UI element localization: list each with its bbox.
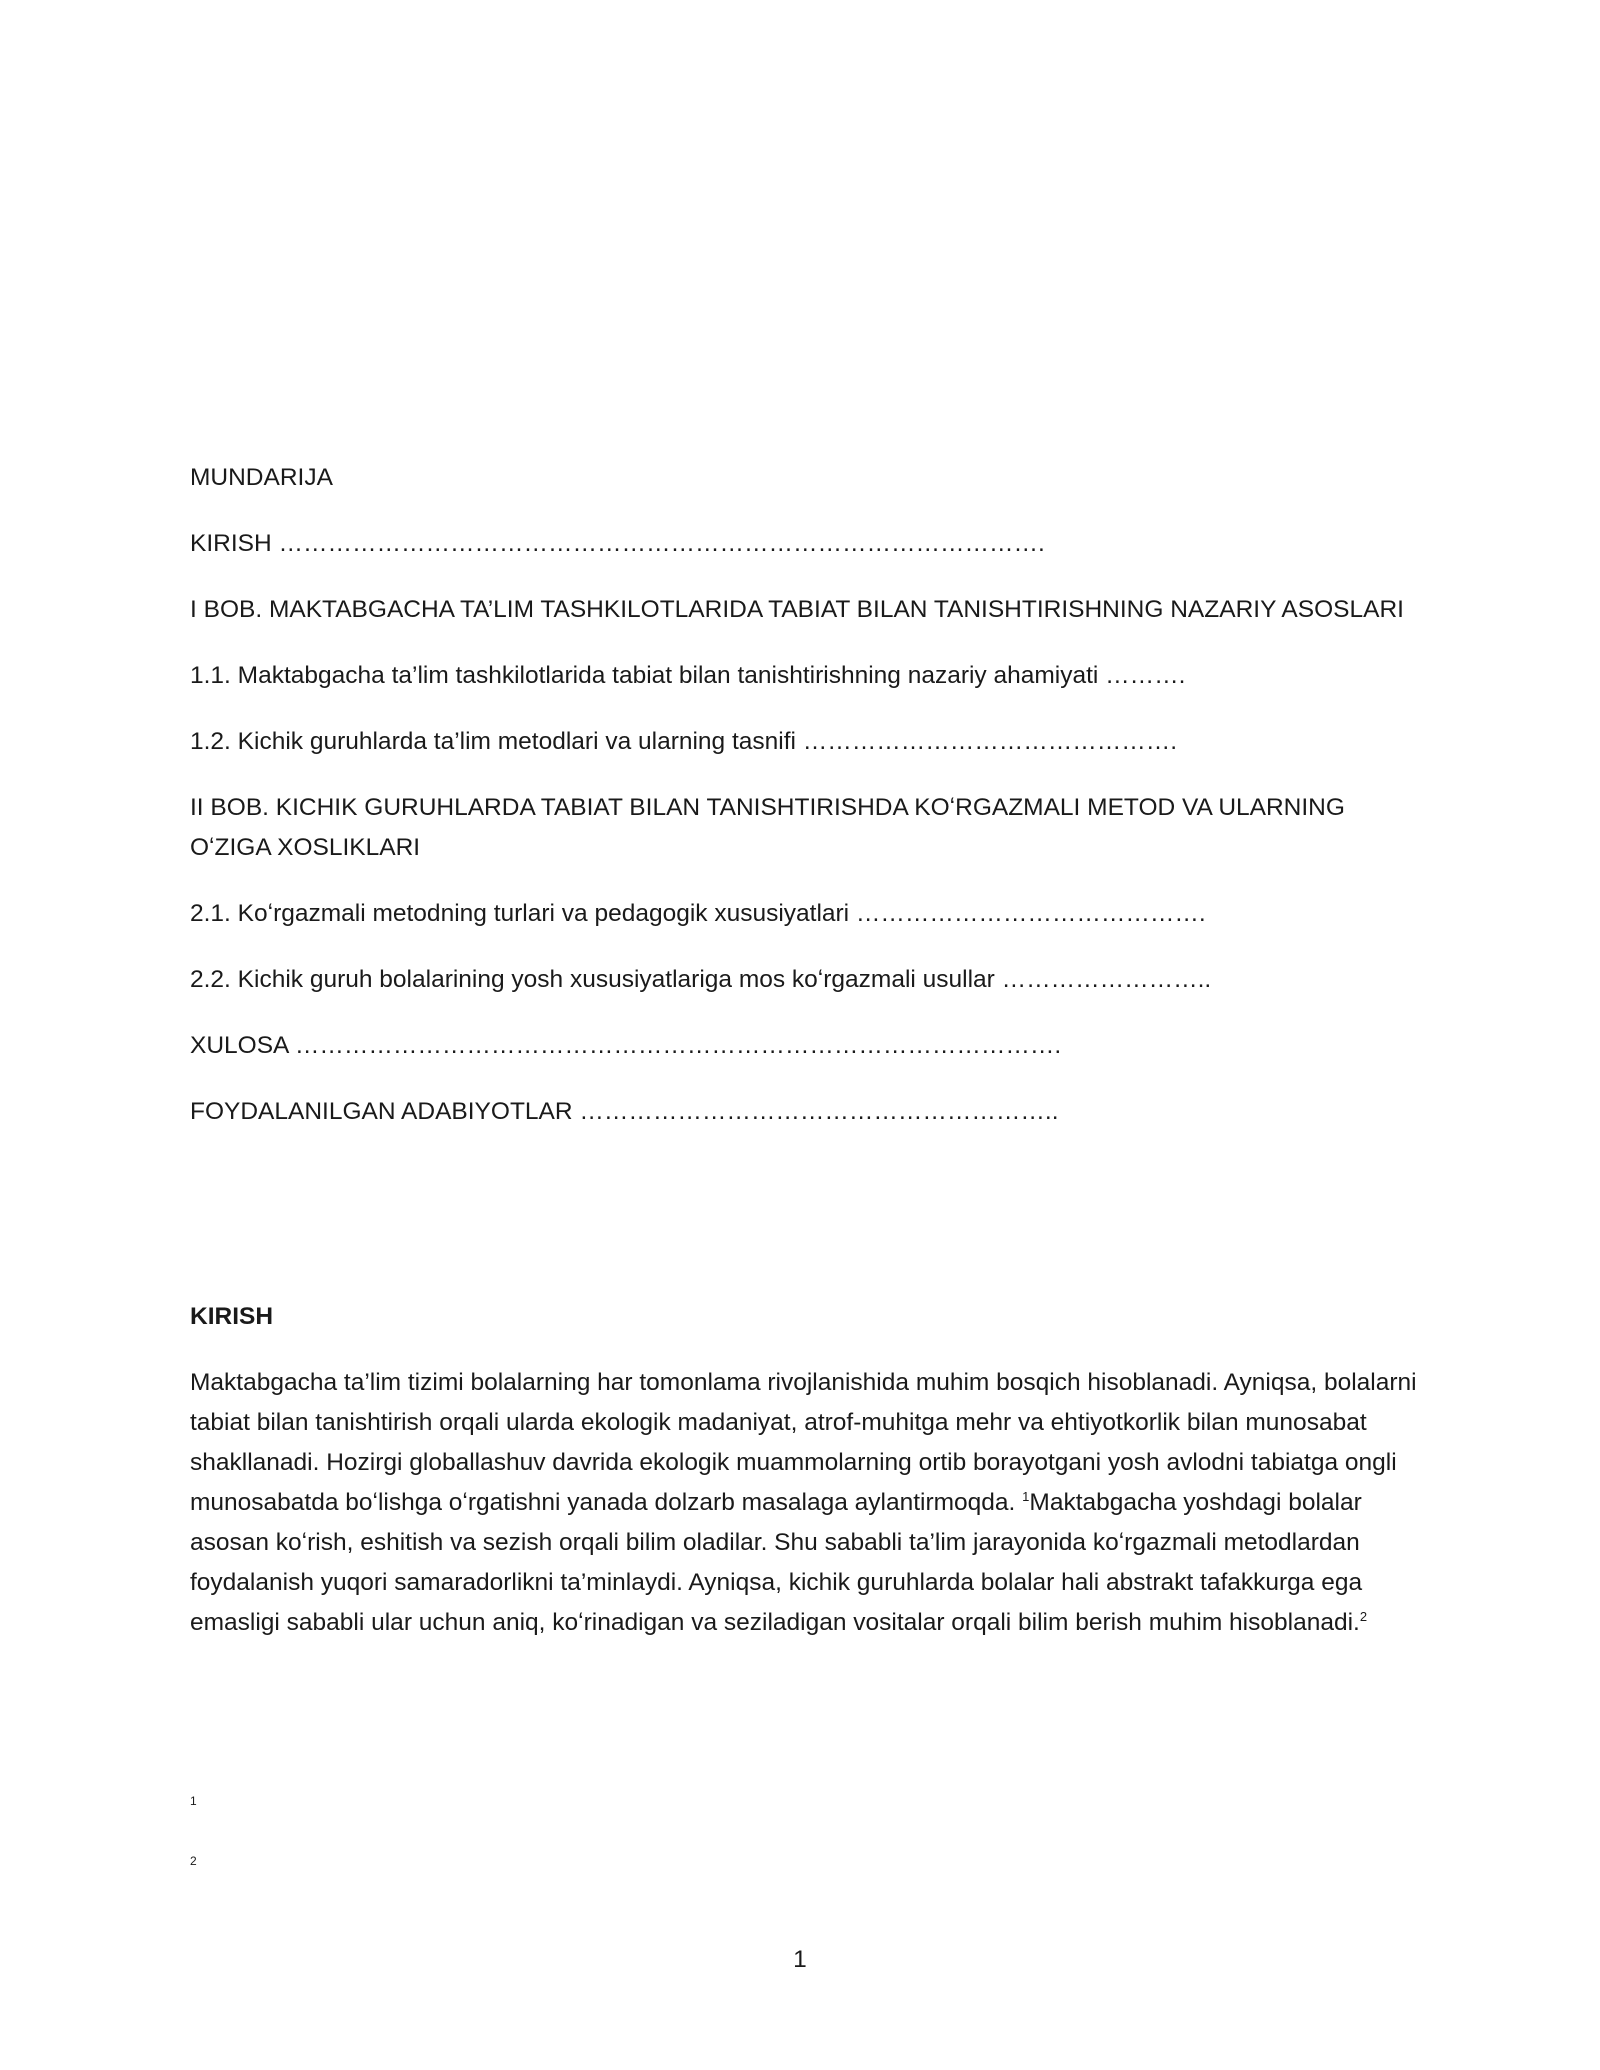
toc-entry-chapter-1: I BOB. MAKTABGACHA TA’LIM TASHKILOTLARIDA TABIAT BILAN TANISHTIRISHNING NAZARIY ASOSLARI bbox=[190, 596, 1404, 623]
section-heading: KIRISH bbox=[190, 1303, 274, 1330]
intro-text-part-2: Maktabgacha yoshdagi bolalar asosan koʻrish, eshitish va sezish orqali bilim oladilar. Shu sababli ta’lim jarayonida koʻrgazmali metodlardan foydalanish yuqori samaradorlikni ta’minlaydi. Ayniqsa, kichik guruhlarda bolalar hali abstrakt tafakkurga ega emasligi sababli ular uchun aniq, koʻrinadigan va seziladigan vositalar orqali bilim berish muhim hisoblanadi. bbox=[190, 1489, 1363, 1636]
footnote-1: 1 bbox=[190, 1794, 197, 1808]
intro-section bbox=[190, 1297, 1430, 1643]
footnote-reference-1[interactable]: 1 bbox=[1022, 1488, 1030, 1504]
toc-entry-1-2: 1.2. Kichik guruhlarda ta’lim metodlari va ularning tasnifi ………………………………………. bbox=[190, 728, 1178, 755]
toc-title: MUNDARIJA bbox=[190, 464, 333, 491]
intro-paragraph bbox=[190, 1363, 1430, 1643]
toc-entry-adabiyotlar: FOYDALANILGAN ADABIYOTLAR ………………………………………………….. bbox=[190, 1098, 1059, 1125]
footnotes-area bbox=[190, 1793, 197, 1913]
toc-entry-kirish: KIRISH …………………………………………………………………………………. bbox=[190, 530, 1045, 557]
toc-entry-2-1: 2.1. Koʻrgazmali metodning turlari va pedagogik xususiyatlari ……………………………………. bbox=[190, 900, 1206, 927]
toc-entry-2-2: 2.2. Kichik guruh bolalarining yosh xususiyatlariga mos koʻrgazmali usullar …………………….. bbox=[190, 966, 1212, 993]
toc-entry-1-1: 1.1. Maktabgacha ta’lim tashkilotlarida tabiat bilan tanishtirishning nazariy ahamiyati ………. bbox=[190, 662, 1186, 689]
toc-entry-xulosa: XULOSA …………………………………………………………………………………. bbox=[190, 1032, 1062, 1059]
intro-text-part-1: Maktabgacha ta’lim tizimi bolalarning har tomonlama rivojlanishida muhim bosqich hisoblanadi. Ayniqsa, bolalarni tabiat bilan tanishtirish orqali ularda ekologik madaniyat, atrof-muhitga mehr va ehtiyotkorlik bilan munosabat shakllanadi. Hozirgi globallashuv davrida ekologik muammolarning ortib borayotgani yosh avlodni tabiatga ongli munosabatda boʻlishga oʻrgatishni yanada dolzarb masalaga aylantirmoqda. bbox=[190, 1369, 1417, 1516]
table-of-contents bbox=[190, 458, 1430, 1158]
page-number: 1 bbox=[793, 1946, 807, 1973]
footnote-2: 2 bbox=[190, 1854, 197, 1868]
footnote-reference-2[interactable]: 2 bbox=[1359, 1608, 1368, 1624]
toc-entry-chapter-2: II BOB. KICHIK GURUHLARDA TABIAT BILAN TANISHTIRISHDA KOʻRGAZMALI METOD VA ULARNING OʻZIGA XOSLIKLARI bbox=[190, 794, 1345, 861]
